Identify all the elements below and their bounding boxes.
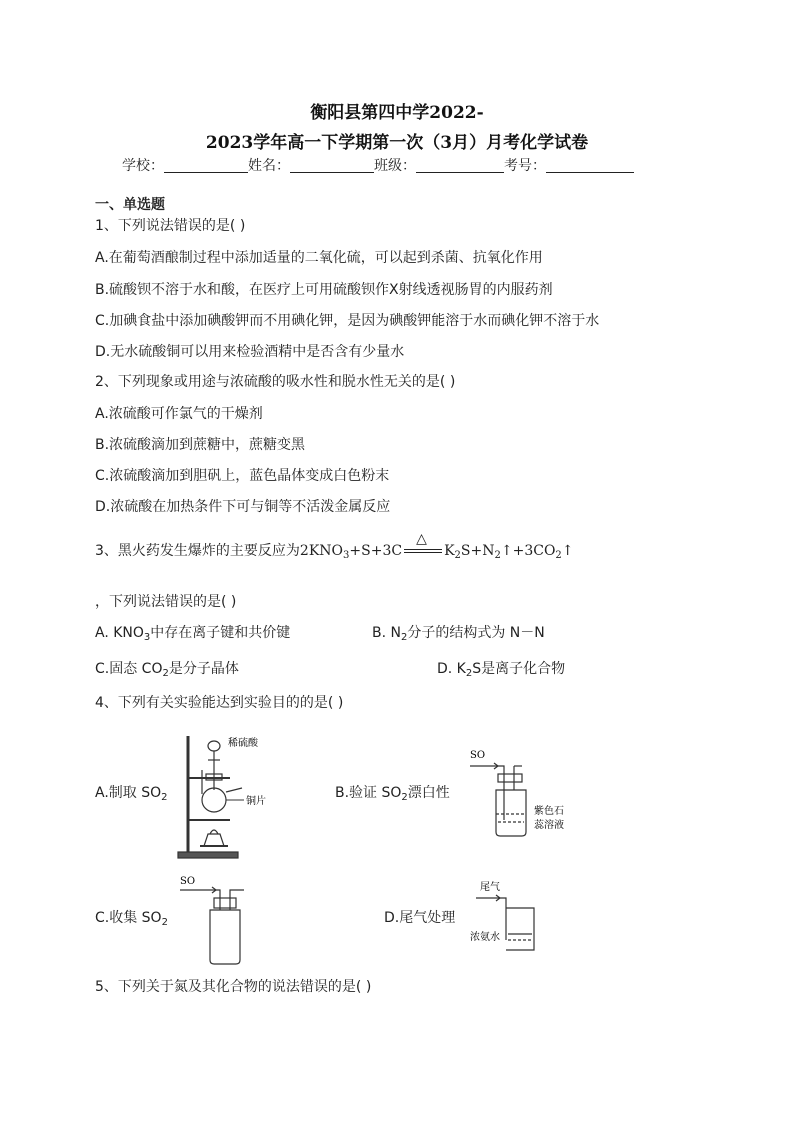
school-blank[interactable] <box>164 158 248 173</box>
q4-option-c <box>95 908 168 928</box>
label-copper: 铜片 <box>246 796 266 807</box>
q2-stem: 2、下列现象或用途与浓硫酸的吸水性和脱水性无关的是( ) <box>95 374 456 390</box>
q2-option-b: B.浓硫酸滴加到蔗糖中，蔗糖变黑 <box>95 437 306 453</box>
label-so2-collect: SO <box>180 876 196 887</box>
label-litmus-2: 蕊溶液 <box>534 820 564 831</box>
q4-option-b <box>335 783 450 803</box>
q3-option-d <box>437 659 565 679</box>
exam-no-label: 考号： <box>504 158 546 174</box>
eq-sub: 2 <box>494 550 501 561</box>
q4-option-d: D.尾气处理 <box>384 910 456 926</box>
q2-option-c: C.浓硫酸滴加到胆矾上，蓝色晶体变成白色粉末 <box>95 468 390 484</box>
heat-symbol: △ <box>416 531 427 547</box>
q1-option-c: C.加碘食盐中添加碘酸钾而不用碘化钾，是因为碘酸钾能溶于水而碘化钾不溶于水 <box>95 313 600 329</box>
eq-up-arrow: ↑ <box>561 543 574 559</box>
class-blank[interactable] <box>416 158 504 173</box>
q1-option-a: A.在葡萄酒酿制过程中添加适量的二氧化硫，可以起到杀菌、抗氧化作用 <box>95 250 543 266</box>
q3-d-sub: 2 <box>465 668 473 679</box>
q3-option-c <box>95 659 239 679</box>
q3-a-pre: A. KNO <box>95 625 144 641</box>
q4-a-pre: A.制取 SO <box>95 785 162 801</box>
section-heading: 一、单选题 <box>95 197 165 213</box>
q3-c-post: 是分子晶体 <box>168 661 239 677</box>
litmus-wash-bottle-figure <box>468 744 578 840</box>
exam-no-blank[interactable] <box>546 158 634 173</box>
q5-stem: 5、下列关于氮及其化合物的说法错误的是( ) <box>95 979 372 995</box>
q3-equation <box>299 531 574 561</box>
name-blank[interactable] <box>290 158 374 173</box>
q2-option-d: D.浓硫酸在加热条件下可与铜等不活泼金属反应 <box>95 499 391 515</box>
label-ammonia: 浓氨水 <box>470 932 500 943</box>
q3-stem <box>95 531 574 561</box>
q1-option-b: B.硫酸钡不溶于水和酸，在医疗上可用硫酸钡作X射线透视肠胃的内服药剂 <box>95 282 553 298</box>
q3-tail: ，下列说法错误的是( ) <box>95 594 237 610</box>
eq-sub: 3 <box>343 550 350 561</box>
school-label: 学校： <box>122 158 164 174</box>
title-line-1: 衡阳县第四中学2022- <box>310 103 484 123</box>
q2-option-a: A.浓硫酸可作氯气的干燥剂 <box>95 406 263 422</box>
eq-sub: 2 <box>454 550 461 561</box>
q4-a-sub: 2 <box>161 792 168 803</box>
student-info-fields <box>122 155 634 175</box>
class-label: 班级： <box>374 158 416 174</box>
q4-stem: 4、下列有关实验能达到实验目的的是( ) <box>95 695 344 711</box>
label-tail-gas: 尾气 <box>480 882 500 893</box>
eq-co2: ↑+3CO <box>500 543 556 559</box>
q3-a-post: 中存在离子键和共价键 <box>150 625 291 641</box>
eq-k: K <box>444 543 455 559</box>
title-line-2: 2023学年高一下学期第一次（3月）月考化学试卷 <box>205 133 589 153</box>
q4-c-pre: C.收集 SO <box>95 910 162 926</box>
label-dilute-sulfuric-acid: 稀硫酸 <box>228 738 258 749</box>
q4-option-a <box>95 783 168 803</box>
q3-option-a <box>95 623 290 643</box>
eq-sub: 2 <box>555 550 562 561</box>
name-label: 姓名： <box>248 158 290 174</box>
q3-b-pre: B. N <box>372 625 401 641</box>
q4-c-sub: 2 <box>161 917 168 928</box>
q3-d-post: S是离子化合物 <box>472 661 566 677</box>
label-litmus-1: 紫色石 <box>534 806 564 817</box>
q4-b-sub: 2 <box>401 792 408 803</box>
q3-c-sub: 2 <box>162 668 169 679</box>
q3-a-sub: 3 <box>143 632 151 643</box>
tail-gas-beaker-figure <box>470 878 552 954</box>
q4-b-pre: B.验证 SO <box>335 785 402 801</box>
reaction-arrow <box>402 531 444 558</box>
q3-stem-prefix: 3、黑火药发生爆炸的主要反应为 <box>95 543 300 559</box>
so2-generator-apparatus-figure <box>172 730 284 862</box>
label-so2-inlet: SO <box>470 750 486 761</box>
q3-d-pre: D. K <box>437 661 466 677</box>
q3-option-b <box>372 623 545 643</box>
eq-s-n: S+N <box>460 543 495 559</box>
q1-option-d: D.无水硫酸铜可以用来检验酒精中是否含有少量水 <box>95 344 405 360</box>
eq-s-c: +S+3C <box>349 543 403 559</box>
gas-collection-bottle-figure <box>176 870 256 966</box>
q3-b-post: 分子的结构式为 N－N <box>407 625 545 641</box>
eq-kno3: 2KNO <box>299 543 344 559</box>
q1-stem: 1、下列说法错误的是( ) <box>95 218 246 234</box>
q3-b-sub: 2 <box>400 632 408 643</box>
q3-c-pre: C.固态 CO <box>95 661 163 677</box>
q4-b-post: 漂白性 <box>407 785 450 801</box>
